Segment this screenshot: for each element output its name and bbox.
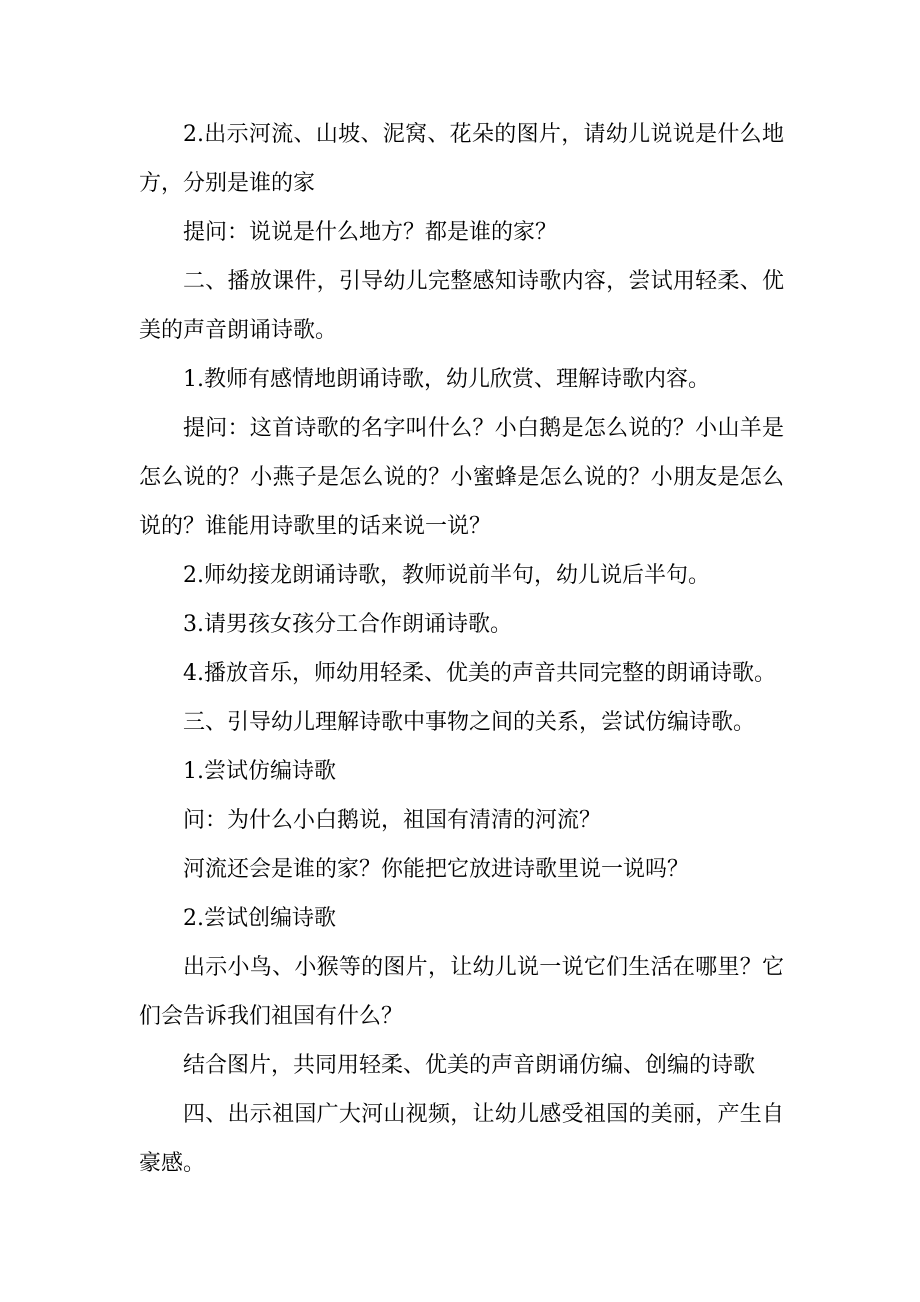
paragraph-step-2-show-pictures: 2.出示河流、山坡、泥窝、花朵的图片，请幼儿说说是什么地方，分别是谁的家 <box>139 122 784 196</box>
paragraph-section-4-heading: 四、出示祖国广大河山视频，让幼儿感受祖国的美丽，产生自豪感。 <box>139 1102 784 1176</box>
paragraph-step-3-boys-girls: 3.请男孩女孩分工合作朗诵诗歌。 <box>183 612 512 637</box>
paragraph-step-1-imitate: 1.尝试仿编诗歌 <box>183 759 336 784</box>
paragraph-question-poem: 提问：这首诗歌的名字叫什么？小白鹅是怎么说的？小山羊是怎么说的？小燕子是怎么说的？小蜜蜂是怎么说的？小朋友是怎么说的？谁能用诗歌里的话来说一说？ <box>139 416 784 539</box>
paragraph-question-river: 河流还会是谁的家？你能把它放进诗歌里说一说吗？ <box>183 857 690 882</box>
paragraph-step-1-teacher-recite: 1.教师有感情地朗诵诗歌，幼儿欣赏、理解诗歌内容。 <box>183 367 710 392</box>
document-body <box>139 110 784 1188</box>
paragraph-question-places: 提问：说说是什么地方？都是谁的家？ <box>183 220 558 245</box>
paragraph-section-3-heading: 三、引导幼儿理解诗歌中事物之间的关系，尝试仿编诗歌。 <box>183 710 756 735</box>
paragraph-step-4-music: 4.播放音乐，师幼用轻柔、优美的声音共同完整的朗诵诗歌。 <box>183 661 776 686</box>
paragraph-question-goose: 问：为什么小白鹅说，祖国有清清的河流？ <box>183 808 602 833</box>
paragraph-step-2-relay-recite: 2.师幼接龙朗诵诗歌，教师说前半句，幼儿说后半句。 <box>183 563 710 588</box>
paragraph-combine-pictures: 结合图片，共同用轻柔、优美的声音朗诵仿编、创编的诗歌 <box>183 1053 756 1078</box>
paragraph-show-birds-monkeys: 出示小鸟、小猴等的图片，让幼儿说一说它们生活在哪里？它们会告诉我们祖国有什么？ <box>139 955 784 1029</box>
paragraph-step-2-create: 2.尝试创编诗歌 <box>183 906 336 931</box>
paragraph-section-2-heading: 二、播放课件，引导幼儿完整感知诗歌内容，尝试用轻柔、优美的声音朗诵诗歌。 <box>139 269 784 343</box>
